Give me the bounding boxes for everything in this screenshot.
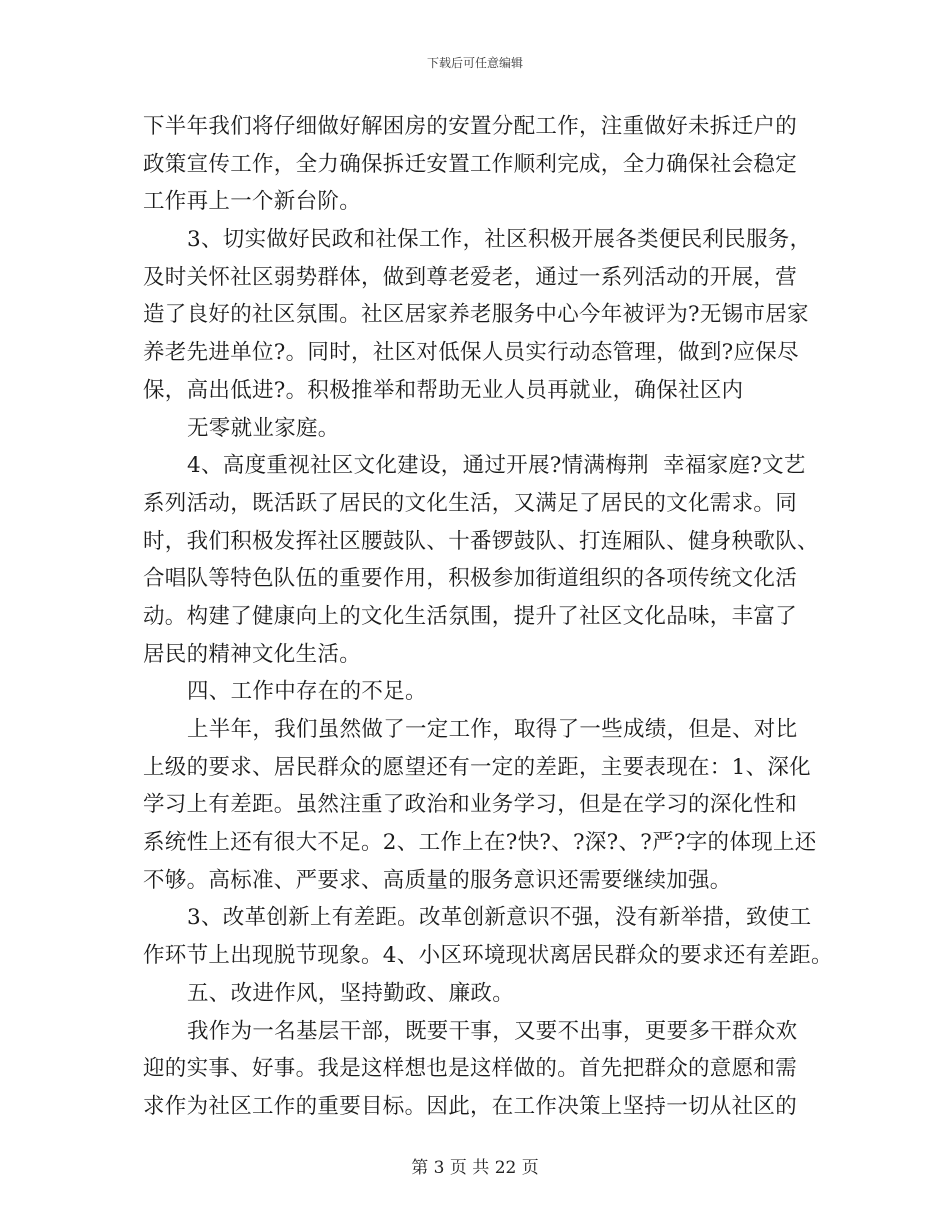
paragraph-first-line: 无零就业家庭。 <box>187 415 340 441</box>
paragraph-first-line: 上半年，我们虽然做了一定工作，取得了一些成绩，但是、对比 <box>187 717 798 742</box>
text-line: 下半年我们将仔细做好解困房的安置分配工作，注重做好未拆迁户的 <box>143 114 798 139</box>
section-heading: 五、改进作风，坚持勤政、廉政。 <box>187 980 515 1006</box>
paragraph-first-line: 4、高度重视社区文化建设，通过开展?情满梅荆 幸福家庭?文艺 <box>187 453 806 479</box>
page-footer: 第 3 页 共 22 页 <box>411 1158 539 1178</box>
text-line: 上级的要求、居民群众的愿望还有一定的差距，主要表现在：1、深化 <box>143 754 811 780</box>
text-line: 造了良好的社区氛围。社区居家养老服务中心今年被评为?无锡市居家 <box>143 302 809 328</box>
text-line: 合唱队等特色队伍的重要作用，积极参加街道组织的各项传统文化活 <box>143 566 798 592</box>
text-line: 系列活动，既活跃了居民的文化生活，又满足了居民的文化需求。同 <box>143 490 798 516</box>
text-line: 作环节上出现脱节现象。4、小区环境现状离居民群众的要求还有差距。 <box>143 943 833 969</box>
text-line: 工作再上一个新台阶。 <box>143 189 362 215</box>
text-line: 动。构建了健康向上的文化生活氛围，提升了社区文化品味，丰富了 <box>143 603 798 629</box>
paragraph-first-line: 3、切实做好民政和社保工作，社区积极开展各类便民利民服务， <box>187 227 812 253</box>
text-line: 系统性上还有很大不足。2、工作上在?快?、?深?、?严?字的体现上还 <box>143 830 817 856</box>
text-line: 养老先进单位?。同时，社区对低保人员实行动态管理，做到?应保尽 <box>143 340 799 366</box>
text-line: 不够。高标准、严要求、高质量的服务意识还需要继续加强。 <box>143 867 732 893</box>
text-line: 居民的精神文化生活。 <box>143 641 362 667</box>
text-line: 求作为社区工作的重要目标。因此，在工作决策上坚持一切从社区的 <box>143 1093 798 1119</box>
text-line: 政策宣传工作，全力确保拆迁安置工作顺利完成，全力确保社会稳定 <box>143 151 798 177</box>
text-line: 保，高出低进?。积极推举和帮助无业人员再就业，确保社区内 <box>143 377 744 403</box>
paragraph-first-line: 我作为一名基层干部，既要干事，又要不出事，更要多干群众欢 <box>187 1018 798 1044</box>
paragraph-first-line: 3、改革创新上有差距。改革创新意识不强，没有新举措，致使工 <box>187 905 812 931</box>
text-line: 迎的实事、好事。我是这样想也是这样做的。首先把群众的意愿和需 <box>143 1056 798 1082</box>
text-line: 学习上有差距。虽然注重了政治和业务学习，但是在学习的深化性和 <box>143 792 798 818</box>
text-line: 时，我们积极发挥社区腰鼓队、十番锣鼓队、打连厢队、健身秧歌队、 <box>143 528 819 554</box>
section-heading: 四、工作中存在的不足。 <box>187 679 427 705</box>
page-header: 下载后可任意编辑 <box>426 56 523 70</box>
document-body <box>143 108 833 1126</box>
text-line: 及时关怀社区弱势群体，做到尊老爱老，通过一系列活动的开展，营 <box>143 264 798 290</box>
